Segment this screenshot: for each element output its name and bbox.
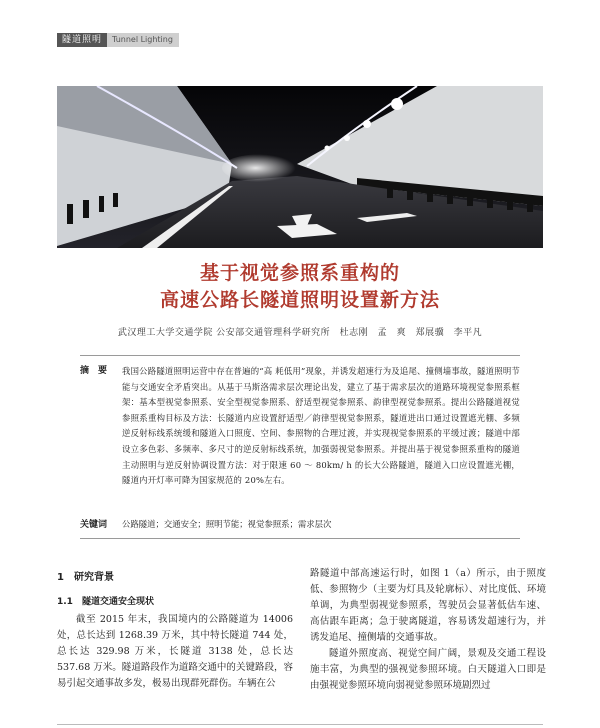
section-heading: 1 研究背景 bbox=[57, 572, 114, 583]
top-divider bbox=[80, 355, 520, 356]
section-header-tag bbox=[57, 33, 179, 47]
body-paragraph-right-2: 隧道外照度高、视觉空间广阔，景观及交通工程设施丰富，为典型的强视觉参照环境。白天隧道入口即是由强视觉参照环境向弱视觉参照环境剧烈过 bbox=[310, 648, 546, 691]
title-line-2: 高速公路长隧道照明设置新方法 bbox=[159, 289, 440, 311]
page-bottom-rule bbox=[57, 724, 543, 725]
section-name-en: Tunnel Lighting bbox=[107, 33, 179, 47]
abstract-text: 我国公路隧道照明运营中存在普遍的“高 耗低用”现象，并诱发超速行为及追尾、撞侧墙事故，隧道照明节能与交通安全矛盾突出。从基于马斯洛需求层次理论出发，建立了基于需求层次的道路环境视觉参照系框架：基本型视觉参照系、安全型视觉参照系、舒适型视觉参照系、韵律型视觉参照系。提出公路隧道视觉参照系重构目标及方法：长隧道内应设置舒适型／韵律型视觉参照系，隧道进出口通过设置遮光棚、多频逆反射标线系统缓和隧道入口照度、空间、参照物的合理过渡，并实现视觉参照系的平缓过渡；隧道中部设立多色彩、多频率、多尺寸的逆反射标线系统，加强弱视觉参照系。并提出基于视觉参照系重构的隧道主动照明与逆反射协调设置方法：对于限速 60 ～ 80km/ h 的长大公路隧道，隧道入口应设置遮光棚，隧道内开灯率可降为国家规范的 20%左右。 bbox=[122, 366, 520, 486]
authors: 武汉理工大学交通学院 公安部交通管理科学研究所 杜志刚 孟 爽 郑展骥 李平凡 bbox=[117, 328, 483, 338]
tunnel-photo bbox=[57, 86, 543, 248]
keywords-label: 关键词 bbox=[80, 520, 108, 530]
subsection-heading: 1.1 隧道交通安全现状 bbox=[57, 597, 154, 607]
title-line-1: 基于视觉参照系重构的 bbox=[199, 262, 400, 284]
tunnel-illustration bbox=[57, 86, 543, 248]
column-left bbox=[57, 570, 293, 692]
section-name-cn: 隧道照明 bbox=[57, 33, 107, 47]
keywords-block bbox=[80, 517, 520, 530]
bottom-divider bbox=[80, 538, 520, 539]
body-paragraph-left: 截至 2015 年末，我国境内的公路隧道为 14006 处，总长达到 1268.39 万米，其中特长隧道 744 处，总长达 329.98 万米，长隧道 3138 处，总长达 537.68 万米。隧道路段作为道路交通中的关键路段，容易引起交通事故多发，极易出现群死群伤。车辆在公 bbox=[57, 614, 293, 689]
body-paragraph-right-1: 路隧道中部高速运行时，如图 1（a）所示，由于照度低、参照物少（主要为灯具及轮廓标）、对比度低、环境单调，为典型弱视觉参照系，驾驶员会显著低估车速、高估跟车距离；急于驶离隧道，容易诱发超速行为，并诱发追尾、撞侧墙的交通事故。 bbox=[310, 568, 546, 643]
abstract-label: 摘 要 bbox=[80, 366, 108, 376]
keywords-text: 公路隧道；交通安全；照明节能；视觉参照系；需求层次 bbox=[122, 519, 332, 529]
column-right bbox=[310, 566, 546, 694]
abstract-block bbox=[80, 364, 520, 489]
